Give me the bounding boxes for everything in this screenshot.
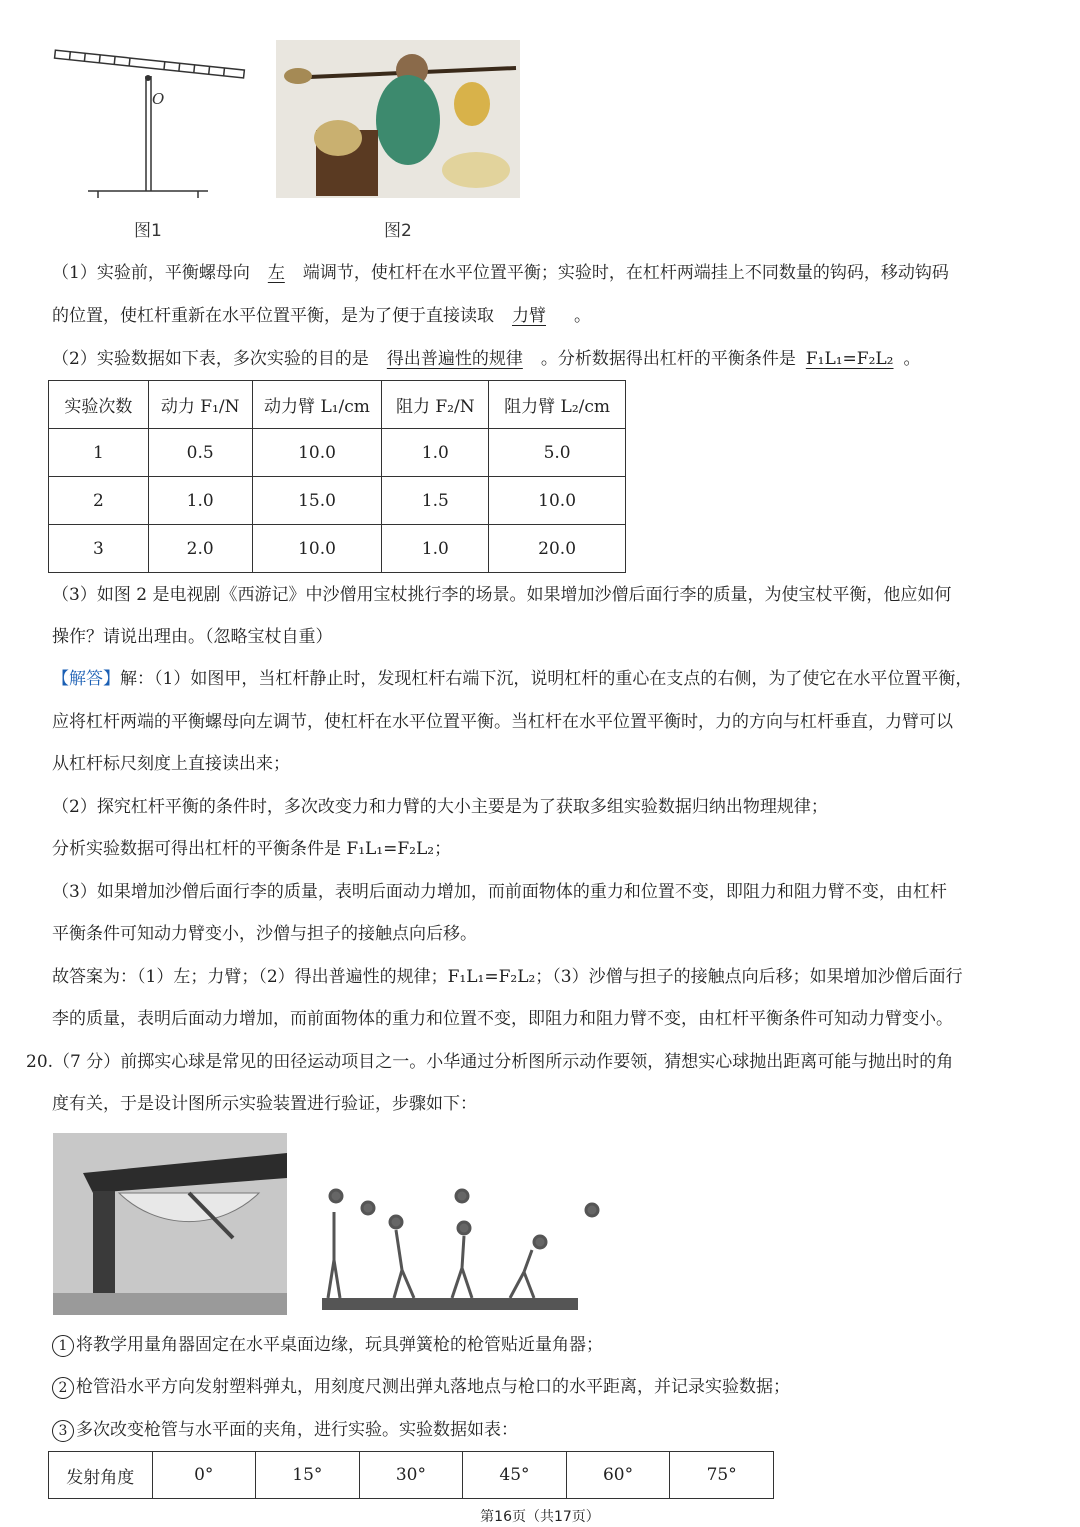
table-header: 75° <box>670 1452 774 1499</box>
text: 。 <box>574 306 591 326</box>
step-number: 1 <box>52 1335 74 1357</box>
table-row <box>49 525 626 573</box>
table-cell: 2 <box>49 477 149 525</box>
figure-1-caption: 图1 <box>134 221 162 241</box>
table-cell: 10.0 <box>252 525 382 573</box>
table-row <box>49 477 626 525</box>
step-2 <box>52 1376 790 1399</box>
q19-part1-line2 <box>52 305 591 327</box>
table-header: 动力 F₁/N <box>148 381 252 429</box>
table-cell: 20.0 <box>489 525 626 573</box>
table-header: 45° <box>463 1452 567 1499</box>
pivot-label: O <box>152 90 165 108</box>
final-answer-line1: 故答案为：（1）左；力臂；（2）得出普遍性的规律；F₁L₁=F₂L₂；（3）沙僧与担子的接触点向后移；如果增加沙僧后面行 <box>52 967 963 987</box>
page-footer: 第16页（共17页） <box>480 1509 600 1525</box>
table-cell: 5.0 <box>489 429 626 477</box>
answer-blank: F₁L₁=F₂L₂ <box>805 349 894 369</box>
figure-2-photo <box>276 40 520 198</box>
table-cell: 15.0 <box>252 477 382 525</box>
table-row <box>49 429 626 477</box>
table-cell: 10.0 <box>252 429 382 477</box>
table-cell: 10.0 <box>489 477 626 525</box>
table-cell: 3 <box>49 525 149 573</box>
table-cell: 1.0 <box>382 429 489 477</box>
answer-line2: 应将杠杆两端的平衡螺母向左调节，使杠杆在水平位置平衡。当杠杆在水平位置平衡时，力的方向与杠杆垂直，力臂可以 <box>52 712 953 732</box>
text: 。 <box>903 349 921 369</box>
answer-line3: 从杠杆标尺刻度上直接读出来； <box>52 754 290 774</box>
q20-title-line2: 度有关，于是设计图所示实验装置进行验证，步骤如下： <box>52 1094 477 1114</box>
q19-part3-line1: （3）如图 2 是电视剧《西游记》中沙僧用宝杖挑行李的场景。如果增加沙僧后面行李的质量，为使宝杖平衡，他应如何 <box>52 585 952 605</box>
text: 解：（1）如图甲，当杠杆静止时，发现杠杆右端下沉，说明杠杆的重心在支点的右侧，为了使它在水平位置平衡， <box>120 669 973 689</box>
table-cell: 1.0 <box>148 477 252 525</box>
table-header: 发射角度 <box>49 1452 153 1499</box>
text: 将教学用量角器固定在水平桌面边缘，玩具弹簧枪的枪管贴近量角器； <box>76 1335 603 1355</box>
table-header: 实验次数 <box>49 381 149 429</box>
figure-1-lever <box>48 48 258 208</box>
q19-part3-line2: 操作？请说出理由。（忽略宝杖自重） <box>52 627 333 647</box>
q19-part1-line1 <box>52 262 949 284</box>
table-header: 60° <box>566 1452 670 1499</box>
q19-part2-line <box>52 348 921 370</box>
table-header: 阻力臂 L₂/cm <box>489 381 626 429</box>
lever-data-table <box>48 380 626 573</box>
text: 。分析数据得出杠杆的平衡条件是 <box>540 349 796 369</box>
answer-blank: 得出普遍性的规律 <box>386 349 523 369</box>
table-cell: 1 <box>49 429 149 477</box>
text: 多次改变枪管与水平面的夹角，进行实验。实验数据如表： <box>76 1420 518 1440</box>
step-number: 2 <box>52 1377 74 1399</box>
table-header: 30° <box>359 1452 463 1499</box>
answer-line6: （3）如果增加沙僧后面行李的质量，表明后面动力增加，而前面物体的重力和位置不变，即阻力和阻力臂不变，由杠杆 <box>52 882 947 902</box>
text: （2）实验数据如下表，多次实验的目的是 <box>52 349 369 369</box>
answer-line4: （2）探究杠杆平衡的条件时，多次改变力和力臂的大小主要是为了获取多组实验数据归纳出物理规律； <box>52 797 828 817</box>
table-header: 15° <box>256 1452 360 1499</box>
text: 枪管沿水平方向发射塑料弹丸，用刻度尺测出弹丸落地点与枪口的水平距离，并记录实验数据； <box>76 1377 790 1397</box>
table-cell: 1.5 <box>382 477 489 525</box>
table-header: 动力臂 L₁/cm <box>252 381 382 429</box>
protractor-apparatus-photo <box>53 1133 287 1315</box>
answer-line5: 分析实验数据可得出杠杆的平衡条件是 F₁L₁=F₂L₂； <box>52 839 452 859</box>
table-header: 阻力 F₂/N <box>382 381 489 429</box>
table-cell: 2.0 <box>148 525 252 573</box>
step-1 <box>52 1334 603 1357</box>
q20-title-line1: 20.（7 分）前掷实心球是常见的田径运动项目之一。小华通过分析图所示动作要领，猜想实心球抛出距离可能与抛出时的角 <box>26 1052 954 1072</box>
answer-tag: 【解答】 <box>52 669 120 689</box>
table-header: 0° <box>152 1452 256 1499</box>
table-cell: 1.0 <box>382 525 489 573</box>
text: 端调节，使杠杆在水平位置平衡；实验时，在杠杆两端挂上不同数量的钩码，移动钩码 <box>302 263 949 283</box>
figure-2-caption: 图2 <box>384 221 412 241</box>
answer-blank: 力臂 <box>512 306 546 326</box>
answer-line1 <box>52 668 972 690</box>
launch-angle-table <box>48 1451 774 1499</box>
step-3 <box>52 1419 518 1442</box>
text: 的位置，使杠杆重新在水平位置平衡，是为了便于直接读取 <box>52 306 494 326</box>
step-number: 3 <box>52 1420 74 1442</box>
answer-line7: 平衡条件可知动力臂变小，沙僧与担子的接触点向后移。 <box>52 924 477 944</box>
shot-put-motion-figure <box>296 1160 606 1315</box>
text: （1）实验前，平衡螺母向 <box>52 263 250 283</box>
table-cell: 0.5 <box>148 429 252 477</box>
final-answer-line2: 李的质量，表明后面动力增加，而前面物体的重力和位置不变，即阻力和阻力臂不变，由杠杆平衡条件可知动力臂变小。 <box>52 1009 953 1029</box>
answer-blank: 左 <box>267 263 285 283</box>
